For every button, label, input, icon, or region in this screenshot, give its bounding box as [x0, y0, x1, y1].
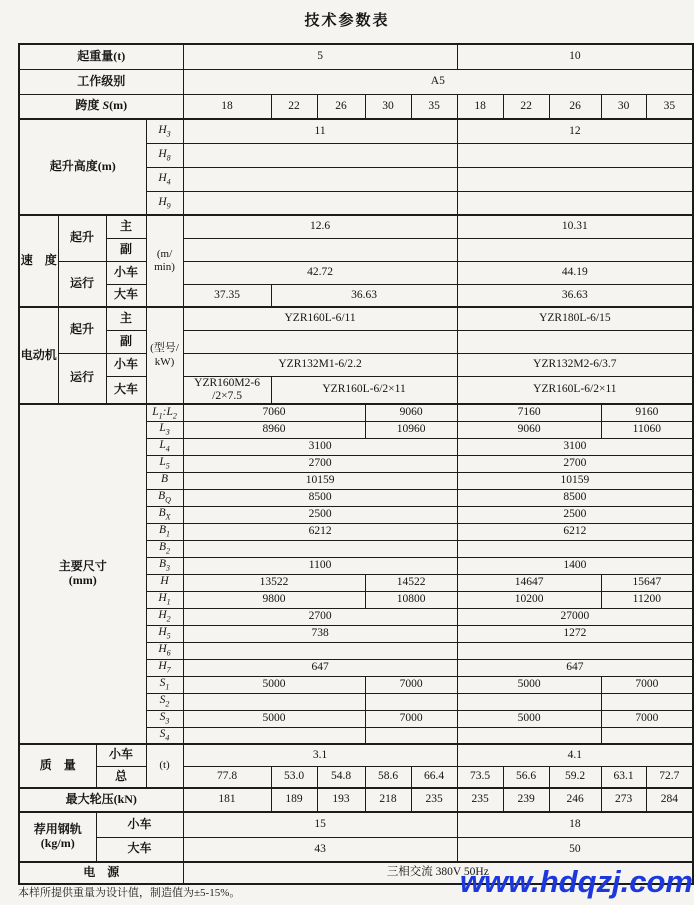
dim-value: 10800	[365, 591, 457, 608]
motor-value: YZR160L-6/2×11	[271, 376, 457, 404]
motor-model-line: YZR160M2-6	[194, 376, 260, 389]
motor-trolley-label: 小车	[106, 353, 146, 376]
span-value: 30	[601, 94, 646, 119]
dim-value	[601, 693, 693, 710]
speed-value: 36.63	[271, 284, 457, 307]
dim-label: B	[146, 472, 183, 489]
dim-value: 2700	[183, 455, 457, 472]
rail-label	[19, 812, 96, 862]
motor-value	[457, 330, 693, 353]
dim-value: 8500	[183, 489, 457, 506]
dim-value: 10200	[457, 591, 601, 608]
wheel-load-value: 284	[646, 788, 693, 812]
wheel-load-label: 最大轮压(kN)	[19, 788, 183, 812]
speed-value: 37.35	[183, 284, 271, 307]
dim-value: 3100	[457, 438, 693, 455]
motor-value: YZR180L-6/15	[457, 307, 693, 330]
dim-value	[457, 540, 693, 557]
dim-value: 5000	[457, 676, 601, 693]
capacity-value-5t: 5	[183, 44, 457, 69]
speed-crane-label: 大车	[106, 284, 146, 307]
dim-value: 15647	[601, 574, 693, 591]
motor-model-line: /2×7.5	[212, 389, 242, 402]
spec-table	[18, 43, 694, 885]
dim-value: 1100	[183, 557, 457, 574]
speed-value: 10.31	[457, 215, 693, 238]
dim-value: 9800	[183, 591, 365, 608]
wheel-load-value: 193	[317, 788, 365, 812]
motor-value: YZR160L-6/2×11	[457, 376, 693, 404]
capacity-value-10t: 10	[457, 44, 693, 69]
mass-value: 54.8	[317, 766, 365, 788]
span-value: 26	[549, 94, 601, 119]
dim-value: 10960	[365, 421, 457, 438]
speed-value: 44.19	[457, 261, 693, 284]
dims-label-line: (mm)	[68, 573, 97, 587]
hoist-height-value	[457, 191, 693, 215]
motor-main-label: 主	[106, 307, 146, 330]
hoist-height-value	[457, 143, 693, 167]
dim-label: $B_X$	[146, 506, 183, 523]
mass-value: 72.7	[646, 766, 693, 788]
rail-value: 15	[183, 812, 457, 837]
dim-label: H	[146, 574, 183, 591]
speed-travel-label: 运行	[58, 261, 106, 307]
dim-label: $H_9$	[146, 191, 183, 215]
mass-value: 56.6	[503, 766, 549, 788]
rail-label-line: 荐用钢轨	[33, 822, 82, 837]
power-label: 电 源	[19, 862, 183, 884]
dim-value: 14647	[457, 574, 601, 591]
motor-label: 电动机	[19, 307, 58, 404]
motor-unit	[146, 307, 183, 404]
dim-label: $H_1$	[146, 591, 183, 608]
dim-value	[183, 642, 457, 659]
motor-value: YZR160L-6/11	[183, 307, 457, 330]
dim-label: $L_4$	[146, 438, 183, 455]
dim-value	[365, 727, 457, 744]
mass-value: 58.6	[365, 766, 411, 788]
wheel-load-value: 246	[549, 788, 601, 812]
dim-label: $H_8$	[146, 143, 183, 167]
rail-value: 50	[457, 837, 693, 862]
dim-value: 5000	[457, 710, 601, 727]
dim-value: 10159	[457, 472, 693, 489]
dim-value: 5000	[183, 710, 365, 727]
wheel-load-value: 273	[601, 788, 646, 812]
speed-label: 速 度	[19, 215, 58, 307]
speed-main-label: 主	[106, 215, 146, 238]
hoist-height-value	[183, 143, 457, 167]
dim-value: 6212	[183, 523, 457, 540]
duty-label: 工作级别	[19, 69, 183, 94]
speed-value: 12.6	[183, 215, 457, 238]
dim-value: 8960	[183, 421, 365, 438]
unit-line: kW)	[154, 355, 175, 368]
span-value: 26	[317, 94, 365, 119]
dim-label: $L_5$	[146, 455, 183, 472]
motor-value	[183, 330, 457, 353]
hoist-height-value: 12	[457, 119, 693, 143]
dim-label: $S_2$	[146, 693, 183, 710]
dim-value: 11060	[601, 421, 693, 438]
speed-value	[457, 238, 693, 261]
dim-label: $H_5$	[146, 625, 183, 642]
dim-label: $H_7$	[146, 659, 183, 676]
hoist-height-label: 起升高度(m)	[19, 119, 146, 215]
speed-hoist-label: 起升	[58, 215, 106, 261]
dim-label: $S_3$	[146, 710, 183, 727]
span-value: 30	[365, 94, 411, 119]
span-value: 22	[503, 94, 549, 119]
unit-line: min)	[154, 261, 175, 273]
speed-unit	[146, 215, 183, 307]
wheel-load-value: 239	[503, 788, 549, 812]
motor-value: YZR132M2-6/3.7	[457, 353, 693, 376]
speed-value	[183, 238, 457, 261]
dim-value: 2700	[457, 455, 693, 472]
motor-aux-label: 副	[106, 330, 146, 353]
mass-value: 3.1	[183, 744, 457, 766]
dim-value	[183, 693, 365, 710]
footer-note: 本样所提供重量为设计值，制造值为±5-15%。	[18, 887, 241, 899]
hoist-height-value	[457, 167, 693, 191]
dim-label: $L_1:L_2$	[146, 404, 183, 421]
span-label: 跨度 S(m)	[19, 94, 183, 119]
dims-label-line: 主要尺寸	[58, 559, 107, 574]
power-value: 三相交流 380V 50Hz	[183, 862, 693, 884]
dim-value: 2500	[183, 506, 457, 523]
dim-value: 647	[183, 659, 457, 676]
dim-label: $H_2$	[146, 608, 183, 625]
dim-value: 647	[457, 659, 693, 676]
dim-value	[183, 540, 457, 557]
mass-value: 66.4	[411, 766, 457, 788]
mass-total-label: 总	[96, 766, 146, 788]
span-value: 35	[411, 94, 457, 119]
mass-value: 77.8	[183, 766, 271, 788]
dim-label: $L_3$	[146, 421, 183, 438]
dim-value: 10159	[183, 472, 457, 489]
dim-value	[457, 727, 601, 744]
speed-value: 36.63	[457, 284, 693, 307]
rail-crane-label: 大车	[96, 837, 183, 862]
mass-value: 53.0	[271, 766, 317, 788]
wheel-load-value: 235	[411, 788, 457, 812]
dim-label: $H_3$	[146, 119, 183, 143]
capacity-label: 起重量(t)	[19, 44, 183, 69]
dim-value	[183, 727, 365, 744]
mass-trolley-label: 小车	[96, 744, 146, 766]
dim-value: 14522	[365, 574, 457, 591]
span-value: 22	[271, 94, 317, 119]
dim-value: 7060	[183, 404, 365, 421]
mass-value: 63.1	[601, 766, 646, 788]
speed-aux-label: 副	[106, 238, 146, 261]
dim-value: 27000	[457, 608, 693, 625]
dim-value: 1272	[457, 625, 693, 642]
dim-label: $B_1$	[146, 523, 183, 540]
wheel-load-value: 235	[457, 788, 503, 812]
dim-value: 7000	[365, 710, 457, 727]
rail-value: 18	[457, 812, 693, 837]
dim-value: 11200	[601, 591, 693, 608]
dims-label	[19, 404, 146, 744]
dim-value: 9060	[457, 421, 601, 438]
dim-value	[457, 642, 693, 659]
dim-label: $H_4$	[146, 167, 183, 191]
unit-line: (型号/	[150, 342, 179, 355]
dim-label: $H_6$	[146, 642, 183, 659]
rail-label-line: (kg/m)	[40, 836, 75, 850]
mass-value: 4.1	[457, 744, 693, 766]
speed-value: 42.72	[183, 261, 457, 284]
dim-label: $B_2$	[146, 540, 183, 557]
span-value: 18	[457, 94, 503, 119]
dim-label: $S_4$	[146, 727, 183, 744]
dim-value: 2700	[183, 608, 457, 625]
mass-value: 73.5	[457, 766, 503, 788]
dim-label: $B_Q$	[146, 489, 183, 506]
dim-value: 8500	[457, 489, 693, 506]
mass-label: 质 量	[19, 744, 96, 788]
dim-value: 6212	[457, 523, 693, 540]
motor-travel-label: 运行	[58, 353, 106, 404]
dim-label: $B_3$	[146, 557, 183, 574]
rail-value: 43	[183, 837, 457, 862]
dim-value: 9060	[365, 404, 457, 421]
wheel-load-value: 181	[183, 788, 271, 812]
span-value: 18	[183, 94, 271, 119]
motor-value: YZR132M1-6/2.2	[183, 353, 457, 376]
mass-value: 59.2	[549, 766, 601, 788]
dim-value: 1400	[457, 557, 693, 574]
dim-value: 7000	[601, 676, 693, 693]
unit-line: (m/	[156, 247, 173, 260]
motor-crane-label: 大车	[106, 376, 146, 404]
dim-value: 7000	[365, 676, 457, 693]
dim-value: 7000	[601, 710, 693, 727]
dim-value: 738	[183, 625, 457, 642]
dim-value	[365, 693, 457, 710]
dim-value: 3100	[183, 438, 457, 455]
span-value: 35	[646, 94, 693, 119]
dim-value: 7160	[457, 404, 601, 421]
watermark: www.hdqzj.com	[459, 864, 693, 899]
dim-value: 5000	[183, 676, 365, 693]
dim-value: 9160	[601, 404, 693, 421]
dim-label: $S_1$	[146, 676, 183, 693]
mass-unit: (t)	[146, 744, 183, 788]
motor-value	[183, 376, 271, 404]
duty-value: A5	[183, 69, 693, 94]
hoist-height-value	[183, 191, 457, 215]
wheel-load-value: 189	[271, 788, 317, 812]
motor-hoist-label: 起升	[58, 307, 106, 353]
speed-trolley-label: 小车	[106, 261, 146, 284]
hoist-height-value: 11	[183, 119, 457, 143]
wheel-load-value: 218	[365, 788, 411, 812]
rail-trolley-label: 小车	[96, 812, 183, 837]
dim-value: 2500	[457, 506, 693, 523]
page-title: 技术参数表	[304, 13, 390, 29]
dim-value	[457, 693, 601, 710]
dim-value: 13522	[183, 574, 365, 591]
dim-value	[601, 727, 693, 744]
hoist-height-value	[183, 167, 457, 191]
